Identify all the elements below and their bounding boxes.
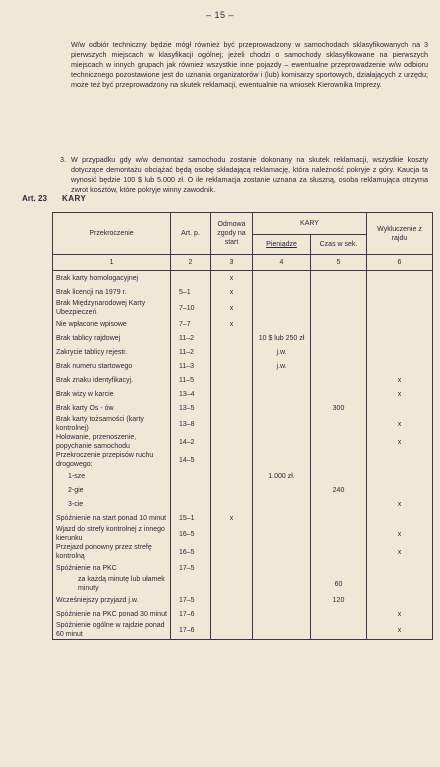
- refusal-cell: x: [211, 299, 253, 317]
- time-cell: 240: [311, 483, 367, 497]
- offence-cell: Holowanie, przenoszenie, popychanie samochodu: [53, 433, 171, 451]
- time-cell: [311, 415, 367, 433]
- refusal-cell: [211, 331, 253, 345]
- table-row: [53, 561, 433, 575]
- table-row: [53, 525, 433, 543]
- offence-cell: Spóźnienie na start ponad 10 minut: [53, 511, 171, 525]
- offence-cell: Spóźnienie ogólne w rajdzie ponad 60 minut: [53, 621, 171, 640]
- money-cell: [253, 373, 311, 387]
- time-cell: [311, 497, 367, 511]
- art-cell: 17–5: [171, 593, 211, 607]
- art-cell: 7–10: [171, 299, 211, 317]
- table-row: [53, 497, 433, 511]
- offence-cell: Brak karty homologacyjnej: [53, 271, 171, 286]
- art-cell: 17–5: [171, 561, 211, 575]
- time-cell: [311, 285, 367, 299]
- time-cell: [311, 621, 367, 640]
- table-row: [53, 331, 433, 345]
- money-cell: [253, 575, 311, 593]
- offence-cell: Spóźnienie na PKC: [53, 561, 171, 575]
- refusal-cell: x: [211, 271, 253, 286]
- time-cell: [311, 387, 367, 401]
- art-cell: 11–5: [171, 373, 211, 387]
- time-cell: [311, 331, 367, 345]
- table-row: [53, 317, 433, 331]
- art-cell: 13–8: [171, 415, 211, 433]
- offence-cell: [53, 483, 171, 497]
- header-refusal: Odmowa zgody na start: [211, 213, 253, 255]
- art-cell: [171, 271, 211, 286]
- column-number: 2: [171, 255, 211, 271]
- header-money: Pieniądze: [253, 235, 311, 255]
- art-cell: [171, 469, 211, 483]
- table-row: [53, 607, 433, 621]
- table-row: [53, 359, 433, 373]
- time-cell: [311, 469, 367, 483]
- table-row: [53, 299, 433, 317]
- column-number: 3: [211, 255, 253, 271]
- table-row: [53, 621, 433, 640]
- art-cell: 13–5: [171, 401, 211, 415]
- offence-cell: Wcześniejszy przyjazd j.w.: [53, 593, 171, 607]
- penalties-table-header: [53, 213, 433, 271]
- table-row: [53, 387, 433, 401]
- exclusion-cell: [367, 271, 433, 286]
- art-cell: 16–5: [171, 543, 211, 561]
- time-cell: 300: [311, 401, 367, 415]
- header-offence: Przekroczenie: [53, 213, 171, 255]
- exclusion-cell: [367, 511, 433, 525]
- exclusion-cell: [367, 593, 433, 607]
- refusal-cell: [211, 593, 253, 607]
- offence-cell: [53, 497, 171, 511]
- exclusion-cell: x: [367, 543, 433, 561]
- paragraph-number: 3.: [60, 155, 66, 164]
- art-cell: 15–1: [171, 511, 211, 525]
- time-cell: 60: [311, 575, 367, 593]
- art-cell: 14–2: [171, 433, 211, 451]
- table-row: [53, 373, 433, 387]
- refusal-cell: [211, 401, 253, 415]
- art-cell: 5–1: [171, 285, 211, 299]
- money-cell: [253, 271, 311, 286]
- exclusion-cell: [367, 299, 433, 317]
- refusal-cell: [211, 543, 253, 561]
- table-row: [53, 433, 433, 451]
- art-cell: 17–6: [171, 607, 211, 621]
- time-cell: [311, 451, 367, 469]
- money-cell: [253, 483, 311, 497]
- paragraph-protest-costs: W przypadku gdy w/w demontaż samochodu zostanie dokonany na skutek reklamacji, wszystkie koszty dotyczące demontażu obciążać będą osobę składającą reklamację, która należność pokryje z góry. Kaucja ta wynosić będzie 100 $ lub 5.000 zł. O ile reklamacja zostanie uznana za słuszną, osoba reklamująca otrzyma zwrot kosztów, które pokryje winny zawodnik.: [71, 155, 428, 195]
- table-row: [53, 543, 433, 561]
- exclusion-cell: x: [367, 415, 433, 433]
- exclusion-cell: [367, 561, 433, 575]
- exclusion-cell: [367, 317, 433, 331]
- refusal-cell: [211, 497, 253, 511]
- offence-text: 1-sze: [68, 472, 86, 480]
- offence-cell: Przejazd ponowny przez strefę kontrolną: [53, 543, 171, 561]
- exclusion-cell: x: [367, 373, 433, 387]
- art-cell: 13–4: [171, 387, 211, 401]
- offence-cell: Zakrycie tablicy rejestr.: [53, 345, 171, 359]
- exclusion-cell: [367, 469, 433, 483]
- exclusion-cell: x: [367, 497, 433, 511]
- art-cell: 11–3: [171, 359, 211, 373]
- art-cell: 11–2: [171, 345, 211, 359]
- table-row: [53, 575, 433, 593]
- money-cell: 1.000 zł.: [253, 469, 311, 483]
- exclusion-cell: x: [367, 525, 433, 543]
- money-cell: [253, 433, 311, 451]
- offence-cell: Brak tablicy rajdowej: [53, 331, 171, 345]
- time-cell: 120: [311, 593, 367, 607]
- exclusion-cell: [367, 451, 433, 469]
- art-cell: [171, 483, 211, 497]
- money-cell: [253, 415, 311, 433]
- time-cell: [311, 317, 367, 331]
- money-cell: [253, 561, 311, 575]
- offence-cell: [53, 575, 171, 593]
- offence-cell: Wjazd do strefy kontrolnej z innego kierunku: [53, 525, 171, 543]
- exclusion-cell: [367, 483, 433, 497]
- refusal-cell: [211, 451, 253, 469]
- time-cell: [311, 525, 367, 543]
- header-art: Art. p.: [171, 213, 211, 255]
- money-cell: [253, 285, 311, 299]
- money-cell: [253, 401, 311, 415]
- refusal-cell: [211, 387, 253, 401]
- money-cell: [253, 497, 311, 511]
- offence-cell: Spóźnienie na PKC ponad 30 minut: [53, 607, 171, 621]
- money-cell: [253, 607, 311, 621]
- money-cell: [253, 543, 311, 561]
- time-cell: [311, 373, 367, 387]
- refusal-cell: [211, 607, 253, 621]
- offence-text: 2-gie: [68, 486, 84, 494]
- offence-cell: Brak numeru startowego: [53, 359, 171, 373]
- refusal-cell: [211, 561, 253, 575]
- table-row: [53, 271, 433, 286]
- art-cell: 14–5: [171, 451, 211, 469]
- time-cell: [311, 359, 367, 373]
- money-cell: [253, 451, 311, 469]
- offence-cell: Brak karty tożsamości (karty kontrolnej): [53, 415, 171, 433]
- refusal-cell: [211, 373, 253, 387]
- table-row: [53, 345, 433, 359]
- refusal-cell: x: [211, 317, 253, 331]
- refusal-cell: [211, 621, 253, 640]
- refusal-cell: [211, 359, 253, 373]
- refusal-cell: [211, 415, 253, 433]
- art-cell: [171, 497, 211, 511]
- money-cell: [253, 593, 311, 607]
- table-row: [53, 511, 433, 525]
- header-penalties: KARY: [253, 213, 367, 235]
- table-row: [53, 285, 433, 299]
- article-label: Art. 23: [22, 194, 47, 203]
- offence-text: za każdą minutę lub ułamek minuty: [78, 576, 165, 592]
- header-exclusion: Wykluczenie z rajdu: [367, 213, 433, 255]
- column-number: 6: [367, 255, 433, 271]
- time-cell: [311, 433, 367, 451]
- exclusion-cell: x: [367, 387, 433, 401]
- time-cell: [311, 543, 367, 561]
- offence-cell: [53, 469, 171, 483]
- time-cell: [311, 345, 367, 359]
- time-cell: [311, 511, 367, 525]
- refusal-cell: x: [211, 285, 253, 299]
- penalties-table-body: [53, 271, 433, 640]
- money-cell: j.w.: [253, 345, 311, 359]
- time-cell: [311, 607, 367, 621]
- offence-text: 3-cie: [68, 500, 84, 508]
- refusal-cell: [211, 483, 253, 497]
- offence-cell: Brak licencji na 1979 r.: [53, 285, 171, 299]
- refusal-cell: [211, 345, 253, 359]
- paragraph-technical-inspection: W/w odbiór techniczny będzie mógł również być przeprowadzony w samochodach sklasyfikowanych na 3 pierwszych miejscach w klasyfikacji ogólnej; jeżeli chodzi o samochody sklasyfikowane na pierwszych miejscach w innych grupach jak również wszystkie inne pojazdy – ewentualne przeprowadzenie w/w odbioru technicznego pozostawione jest do uznania organizatorów i (lub) komisarzy sportowych, działających z urzędu; może też być przeprowadzony na skutek reklamacji, ewentualnie na wniosek Kierownika Imprezy.: [71, 40, 428, 90]
- offence-cell: Brak Międzynarodowej Karty Ubezpieczeń: [53, 299, 171, 317]
- money-cell: 10 $ lub 250 zł: [253, 331, 311, 345]
- money-cell: j.w.: [253, 359, 311, 373]
- money-cell: [253, 387, 311, 401]
- money-cell: [253, 299, 311, 317]
- column-number: 1: [53, 255, 171, 271]
- exclusion-cell: x: [367, 433, 433, 451]
- refusal-cell: [211, 433, 253, 451]
- exclusion-cell: [367, 285, 433, 299]
- exclusion-cell: [367, 359, 433, 373]
- table-row: [53, 415, 433, 433]
- exclusion-cell: [367, 345, 433, 359]
- refusal-cell: [211, 469, 253, 483]
- refusal-cell: x: [211, 511, 253, 525]
- refusal-cell: [211, 575, 253, 593]
- exclusion-cell: [367, 401, 433, 415]
- offence-cell: Przekroczenie przepisów ruchu drogowego:: [53, 451, 171, 469]
- column-number: 4: [253, 255, 311, 271]
- money-cell: [253, 317, 311, 331]
- time-cell: [311, 561, 367, 575]
- refusal-cell: [211, 525, 253, 543]
- table-row: [53, 469, 433, 483]
- table-row: [53, 593, 433, 607]
- table-row: [53, 483, 433, 497]
- page-number: – 15 –: [205, 10, 235, 20]
- exclusion-cell: [367, 331, 433, 345]
- art-cell: 17–6: [171, 621, 211, 640]
- art-cell: 11–2: [171, 331, 211, 345]
- header-time: Czas w sek.: [311, 235, 367, 255]
- exclusion-cell: [367, 575, 433, 593]
- money-cell: [253, 525, 311, 543]
- exclusion-cell: x: [367, 607, 433, 621]
- time-cell: [311, 299, 367, 317]
- offence-cell: Brak wizy w karcie: [53, 387, 171, 401]
- art-cell: 7–7: [171, 317, 211, 331]
- art-cell: 16–5: [171, 525, 211, 543]
- penalties-table: [52, 212, 433, 640]
- money-cell: [253, 511, 311, 525]
- exclusion-cell: x: [367, 621, 433, 640]
- article-title: KARY: [62, 194, 87, 203]
- time-cell: [311, 271, 367, 286]
- offence-cell: Nie wpłacone wpisowe: [53, 317, 171, 331]
- column-number: 5: [311, 255, 367, 271]
- art-cell: [171, 575, 211, 593]
- table-row: [53, 451, 433, 469]
- offence-cell: Brak znaku identyfikacyj.: [53, 373, 171, 387]
- offence-cell: Brak karty Os - ów: [53, 401, 171, 415]
- table-row: [53, 401, 433, 415]
- money-cell: [253, 621, 311, 640]
